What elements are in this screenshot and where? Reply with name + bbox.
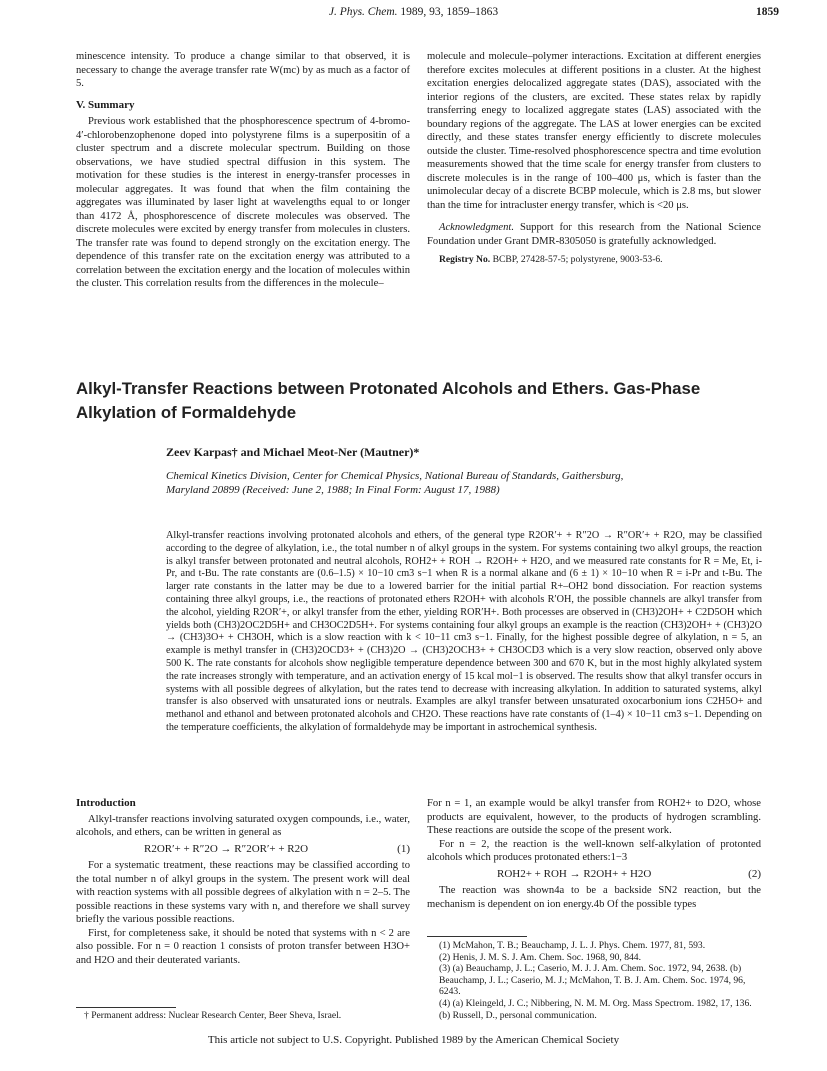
footnote: † Permanent address: Nuclear Research Center, Beer Sheva, Israel. — [84, 1010, 342, 1021]
intro-left-column — [76, 797, 410, 967]
prev-article-right-column — [427, 50, 761, 267]
copyright-footer: This article not subject to U.S. Copyright. Published 1989 by the American Chemical Society — [207, 1034, 620, 1046]
intro-paragraph-2: For a systematic treatment, these reactions may be classified according to the total number n of alkyl groups in the system. The present work will deal with reaction systems with all possible degrees of alkylation with n = 2–5. The possible reactions in these systems vary with n, and therefore we shall survey briefly the various possible reactions. — [76, 860, 410, 925]
prev-right-text: molecule and molecule–polymer interactions. Excitation at different energies therefore excites molecules at different positions in a cluster. At the highest excitation energies delocalized aggregate states (DAS), associated with the interior regions of the clusters, are excited. These states relax by rapidly transferring enegy to localized aggregate states (LAS) associated with the boundary regions of the aggregate. The LAS at lower energies can be excited directly, and these states transfer energy efficiently to discrete molecules outside the cluster. Time-resolved phosphorescence spectra and time evolution measurements showed that the time scale for energy transfer from clusters to discrete molecules is in the range of 100–400 μs, which is faster than the unimolecular decay of a discrete BCBP molecule, which is 2.8 ms, but slower than the time for intracluster energy transfer, which is <20 μs. — [427, 51, 761, 211]
affiliation-line-1: Chemical Kinetics Division, Center for Chemical Physics, National Bureau of Standards, Gaithersburg, — [166, 470, 624, 482]
prev-article-left-column — [76, 50, 410, 291]
equation-2-number: (2) — [748, 867, 761, 880]
registry-text: BCBP, 27428-57-5; polystyrene, 9003-53-6. — [492, 254, 663, 265]
equation-1-body: R2OR′+ + R″2O → R″2OR′+ + R2O — [144, 842, 309, 855]
equation-1 — [76, 840, 410, 860]
intro-right-paragraph-2: For n = 2, the reaction is the well-known self-alkylation of protonted alcohols which produces protonated ethers:1−3 — [427, 838, 761, 863]
reference-item: (3) (a) Beauchamp, J. L.; Caserio, M. J. J. Am. Chem. Soc. 1972, 94, 2638. (b) Beauchamp, J. L.; Caserio, M. J.; McMahon, T. B. J. Am. Chem. Soc. 1974, 96, 6243. — [439, 963, 746, 998]
abstract: Alkyl-transfer reactions involving protonated alcohols and ethers, of the general type R2OR′+ + R″2O → R″OR′+ + R2O, may be classified according to the degree of alkylation, i.e., the total number n of alkyl groups in the system. For systems containing two alkyl groups, the reaction is alkyl transfer between protonated and neutral alcohols, ROH2+ + ROH → R2OH+ + H2O, and we measured rate constants for R = Me, Et, i-Pr, and t-Bu. The rate constants are (0.6–1.5) × 10−10 cm3 s−1 when R is a normal alkane and (6 ± 1) × 10−10 when R = i-Pr and t-Bu. The larger rate constants in the latter may be due to a lowered barrier for the initial partial R+–OH2 bond dissociation. For reaction systems containing three alkyl groups, i.e., the reactions of protonated ethers R2OH+ with alcohols R′OH, the possible channels are alkyl transfer from the alcohol, yielding R2OR′+, or alkyl transfer from the ether, yielding ROR′H+. Both processes are observed in (CH3)2OH+ + C2D5OH which yields both (CH3)2OC2D5H+ and CH3OC2D5H+. For systems containing four alkyl groups an example is the reaction (CH3)2OH+ + (CH3)2O → (CH3)3O+ + CH3OH, which is a slow reaction with k < 10−11 cm3 s−1. Finally, for the highest possible degree of alkylation, n = 5, an example is methyl transfer in (CH3)2OCD3+ + (CH3)2O → (CH3)2OCH3+ + CH3OCD3 which is a very slow reaction, observed only above 500 K. The rate constants for alcohols show negligible temperature dependence between 300 and 670 K, but in the most highly alkylated system the rate increases strongly with temperature, and an activation energy of 15 kcal mol−1 is observed. The results show that alkyl transfer occurs in systems with all possible degrees of alkylation, but the rates tend to decrease with increasing alkylation. In addition to saturated systems, alkyl transfer is also observed with unsaturated ions or neutrals. Examples are alkyl transfer between unsaturated oxocarbonium ions C2H5O+ and methanol and ethanol and between protonated alcohols and CH2O. These reactions have rate constants of (1–4) × 10−11 cm3 s−1. Depending on the temperature coefficients, the alkylation of formaldehyde may be important in astrochemical synthesis. — [166, 530, 762, 733]
running-header — [0, 6, 827, 22]
registry-label: Registry No. — [439, 254, 491, 265]
registry-numbers — [427, 253, 761, 267]
prev-intro-text: minescence intensity. To produce a change similar to that observed, it is necessary to change the average transfer rate W(mc) by as much as a factor of 5. — [76, 51, 410, 89]
intro-right-paragraph-1: For n = 1, an example would be alkyl transfer from ROH2+ to D2O, whose products are equivalent, however, to the products of hydrogen scrambling. These reactions are outside the scope of the present work. — [427, 798, 761, 836]
intro-right-column — [427, 797, 761, 911]
summary-text: Previous work established that the phosphorescence spectrum of 4-bromo-4′-chlorobenzophenone doped into polystyrene films is a superpositin of a cluster spectrum and a discrete molecular spectrum. Building on those observations, we have studied spectral diffusion in this system. The motivation for these studies is the interest in energy-transfer processes in molecular aggregates. It was found that when the film containing the aggregates was illuminated by laser light at wavelengths equal to or longer than 4172 Å, phosphorescence of discrete molecules was observed. The discrete molecules were excited by energy transfer from molecules in clusters. The transfer rate was found to depend strongly on the excitation energy. The dependence of this transfer rate on the excitation energy was attributed to a correlation between the excitation energy and the location of molecules within the cluster. This correlation results from the differences in the molecule– — [76, 116, 410, 289]
journal-name: J. Phys. Chem. — [328, 6, 398, 18]
intro-paragraph-1: Alkyl-transfer reactions involving saturated oxygen compounds, i.e., water, alcohols, and ethers, can be written in general as — [76, 813, 410, 838]
authors: Zeev Karpas† and Michael Meot-Ner (Mautner)* — [166, 445, 420, 459]
equation-2-body: ROH2+ + ROH → R2OH+ + H2O — [497, 867, 652, 880]
title-line-1: Alkyl-Transfer Reactions between Protonated Alcohols and Ethers. Gas-Phase — [76, 379, 701, 398]
equation-1-number: (1) — [397, 842, 410, 855]
equation-2 — [427, 865, 761, 885]
summary-heading: V. Summary — [76, 98, 135, 111]
reference-item: (1) McMahon, T. B.; Beauchamp, J. L. J. Phys. Chem. 1977, 81, 593. — [439, 940, 706, 951]
reference-item: (4) (a) Kleingeld, J. C.; Nibbering, N. M. M. Org. Mass Spectrom. 1982, 17, 136. (b) Russell, D., personal communication. — [439, 997, 752, 1021]
journal-citation: 1989, 93, 1859–1863 — [400, 6, 499, 18]
references — [427, 940, 761, 1021]
references-rule — [427, 936, 527, 937]
introduction-heading: Introduction — [76, 797, 136, 809]
affiliation — [166, 469, 766, 497]
acknowledgment — [427, 221, 761, 248]
ack-text: Support for this research from the National Science Foundation under Grant DMR-8305050 is gratefully acknowledged. — [427, 222, 762, 247]
affiliation-line-2: Maryland 20899 (Received: June 2, 1988; In Final Form: August 17, 1988) — [166, 484, 500, 496]
intro-paragraph-3: First, for completeness sake, it should be noted that systems with n < 2 are also possible. For n = 0 reaction 1 consists of proton transfer between H3O+ and H2O and their deuterated variants. — [76, 927, 410, 966]
article-title — [76, 377, 766, 425]
intro-right-paragraph-3: The reaction was shown4a to be a backside SN2 reaction, but the mechanism is dependent on ion energy.4b Of the possible types — [427, 885, 761, 910]
title-line-2: Alkylation of Formaldehyde — [76, 403, 297, 422]
reference-item: (2) Henis, J. M. S. J. Am. Chem. Soc. 1968, 90, 844. — [439, 951, 642, 963]
page-number: 1859 — [756, 6, 779, 18]
footnote-rule — [76, 1007, 176, 1008]
ack-label: Acknowledgment. — [439, 222, 515, 233]
